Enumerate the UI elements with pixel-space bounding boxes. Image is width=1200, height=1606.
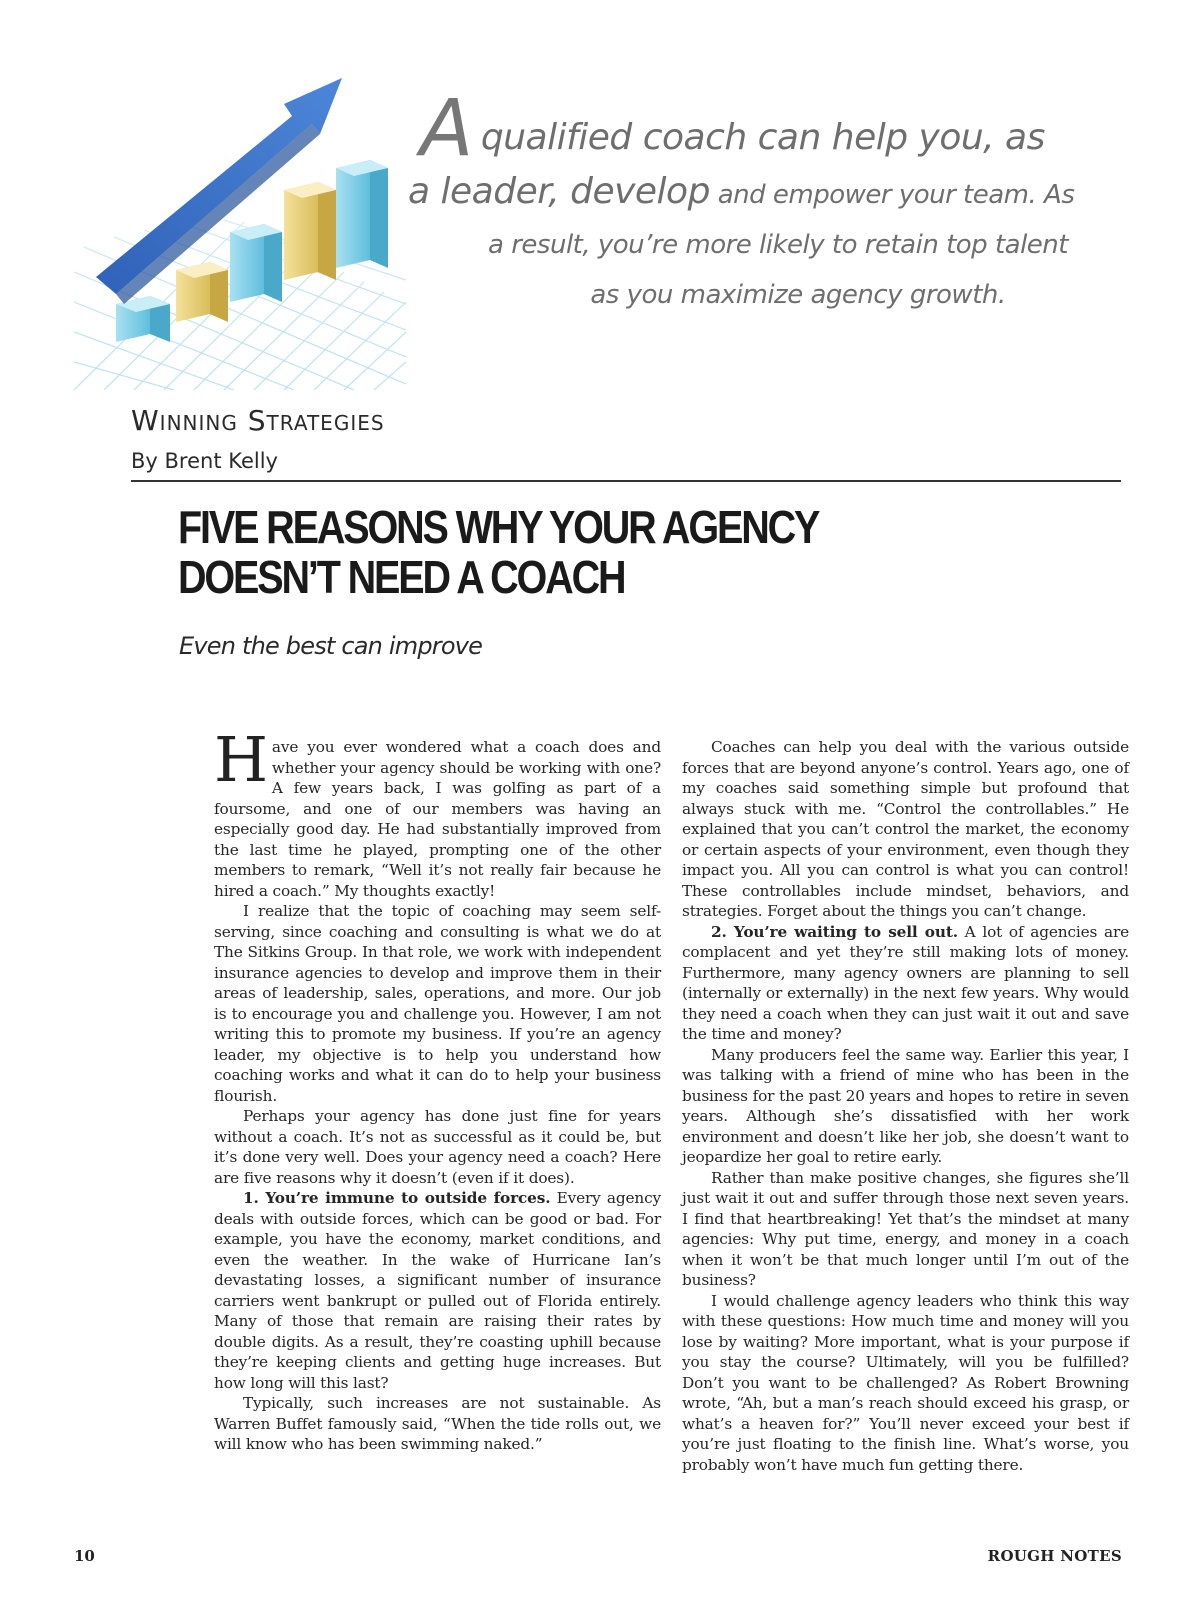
body-column-right (682, 737, 1129, 1475)
pull-quote-text-2b: and empower your team. As (709, 180, 1075, 210)
pull-quote-text-1: qualified coach can help you, as (480, 117, 1045, 158)
paragraph: Rather than make positive changes, she figures she’ll just wait it out and suffer through those next seven years. I find that heartbreaking! Yet that’s the mindset at many agencies: Why put time, energy, and money in a coach when it won’t be that much longer until I’m out of the business? (682, 1168, 1129, 1289)
byline: By Brent Kelly (131, 449, 278, 473)
paragraph-text: A lot of agencies are complacent and yet they’re still making lots of money. Furthermore, many agency owners are planning to sell (internally or externally) in the next few years. Why would they need a coach when they can just wait it out and save the time and money? (682, 922, 1130, 1043)
pull-quote-line-4: as you maximize agency growth. (590, 280, 1006, 310)
paragraph: Many producers feel the same way. Earlier this year, I was talking with a friend of mine who has been in the business for the past 20 years and hopes to retire in seven years. Although she’s dissatisfied with her work environment and doesn’t like her job, she doesn’t want to jeopardize her goal to retire early. (682, 1045, 1129, 1166)
pull-quote-line-3: a result, you’re more likely to retain top talent (488, 230, 1068, 260)
pull-quote-line-2 (408, 167, 1128, 220)
reason-heading: 1. You’re immune to outside forces. (243, 1189, 551, 1207)
paragraph-text: ave you ever wondered what a coach does and whether your agency should be working with one? A few years back, I was golfing as part of a foursome, and one of our members was having an especially good day. He had substantially improved from the last time he played, prompting one of the other members to remark, “Well it’s not really fair because he hired a coach.” My thoughts exactly! (214, 738, 661, 900)
page-number: 10 (74, 1547, 95, 1565)
paragraph: I realize that the topic of coaching may seem self-serving, since coaching and consulting is what we do at The Sitkins Group. In that role, we work with independent insurance agencies to develop and improve them in their areas of leadership, sales, operations, and more. Our job is to encourage you and challenge you. However, I am not writing this to promote my business. If you’re an agency leader, my objective is to help you understand how coaching works and what it can do to help your business flourish. (214, 902, 661, 1105)
publication-name: ROUGH NOTES (987, 1547, 1122, 1565)
paragraph (214, 723, 661, 901)
bar-3 (230, 224, 282, 302)
pull-quote-text-2a: a leader, develop (408, 171, 710, 212)
paragraph (214, 1188, 661, 1393)
column-label: Winning Strategies (131, 404, 385, 437)
reason-heading: 2. You’re waiting to sell out. (711, 922, 958, 941)
bar-4 (284, 182, 336, 280)
article-deck: Even the best can improve (179, 632, 483, 660)
bar-5 (336, 160, 388, 268)
pull-quote-initial: A (420, 84, 473, 174)
paragraph-text: Every agency deals with outside forces, which can be good or bad. For example, you have the economy, market conditions, and even the weather. In the wake of Hurricane Ian’s devastating losses, a significant number of insurance carriers went bankrupt or pulled out of Florida entirely. Many of those that remain are raising their rates by double digits. As a result, they’re coasting uphill because they’re keeping clients and getting huge increases. But how long will this last? (214, 1189, 661, 1392)
paragraph (682, 922, 1129, 1045)
divider (131, 480, 1121, 482)
article-headline (178, 502, 866, 602)
paragraph: Perhaps your agency has done just fine for years without a coach. It’s not as successful as it could be, but it’s done very well. Does your agency need a coach? Here are five reasons why it doesn’t (even if it does). (214, 1107, 661, 1187)
headline-line-1: FIVE REASONS WHY YOUR AGENCY (178, 501, 819, 553)
paragraph: Coaches can help you deal with the various outside forces that are beyond anyone’s control. Years ago, one of my coaches said something simple but profound that always stuck with me. “Control the controllables.” He explained that you can’t control the market, the economy or certain aspects of your environment, even though they impact you. All you can control is what you can control! These controllables include mindset, behaviors, and strategies. Forget about the things you can’t change. (682, 738, 1129, 920)
pull-quote (408, 84, 1128, 320)
pull-quote-line-1 (408, 84, 1128, 174)
drop-cap: H (214, 723, 268, 796)
headline-line-2: DOESN’T NEED A COACH (178, 551, 625, 603)
body-column-left (214, 723, 661, 1455)
bar-2 (176, 262, 228, 322)
paragraph: I would challenge agency leaders who think this way with these questions: How much time and money will you lose by waiting? More important, what is your purpose if you stay the course? Ultimately, will you be fulfilled? Don’t you want to be challenged? As Robert Browning wrote, “Ah, but a man’s reach should exceed his grasp, or what’s a heaven for?” You’ll never exceed your best if you’re just floating to the finish line. What’s worse, you probably won’t have much fun getting there. (682, 1291, 1129, 1474)
growth-chart-illustration (74, 72, 406, 390)
paragraph: Typically, such increases are not sustainable. As Warren Buffet famously said, “When the tide rolls out, we will know who has been swimming naked.” (214, 1394, 661, 1453)
